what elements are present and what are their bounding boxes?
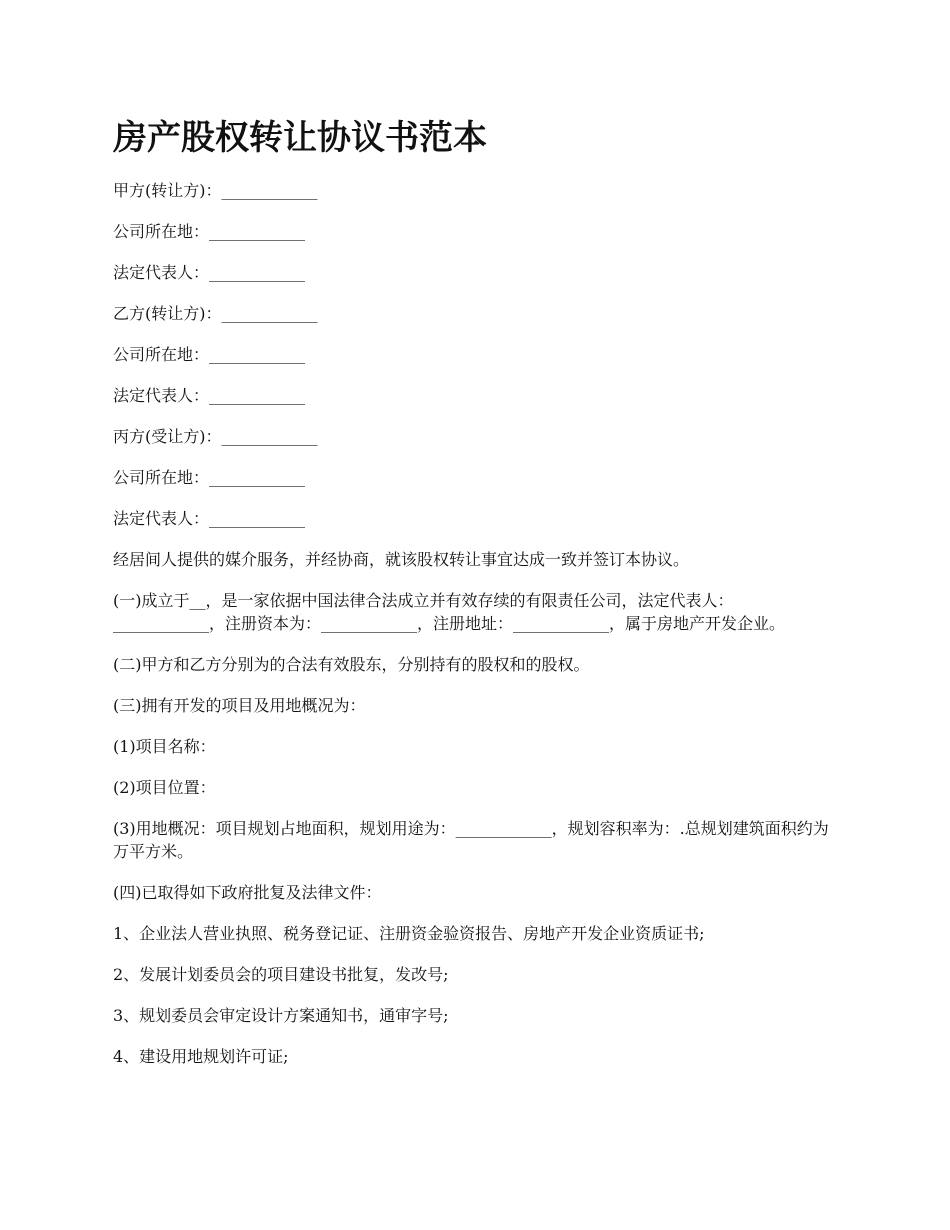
- document-list-item-4: 4、建设用地规划许可证;: [113, 1047, 289, 1066]
- document-list-item-2: 2、发展计划委员会的项目建设书批复，发改号;: [113, 965, 449, 984]
- project-name-line: (1)项目名称：: [113, 737, 216, 756]
- land-overview-paragraph: (3)用地概况：项目规划占地面积，规划用途为：____________，规划容积率为：.总规划建筑面积约为万平方米。: [113, 819, 829, 861]
- party-c-representative-field: 法定代表人：____________: [113, 509, 306, 528]
- party-b-address-field: 公司所在地：____________: [113, 345, 306, 364]
- clause-2-paragraph: (二)甲方和乙方分别为的合法有效股东，分别持有的股权和的股权。: [113, 655, 590, 674]
- intro-paragraph: 经居间人提供的媒介服务，并经协商，就该股权转让事宜达成一致并签订本协议。: [113, 550, 690, 569]
- party-a-field: 甲方(转让方)：____________: [113, 181, 318, 200]
- clause-4-paragraph: (四)已取得如下政府批复及法律文件：: [113, 883, 382, 902]
- party-b-representative-field: 法定代表人：____________: [113, 386, 306, 405]
- document-list-item-1: 1、企业法人营业执照、税务登记证、注册资金验资报告、房地产开发企业资质证书;: [113, 924, 705, 943]
- party-b-field: 乙方(转让方)：____________: [113, 304, 318, 323]
- party-a-address-field: 公司所在地：____________: [113, 222, 306, 241]
- document-title: 房产股权转让协议书范本: [113, 118, 487, 158]
- party-c-address-field: 公司所在地：____________: [113, 468, 306, 487]
- party-a-representative-field: 法定代表人：____________: [113, 263, 306, 282]
- document-list-item-3: 3、规划委员会审定设计方案通知书，通审字号;: [113, 1006, 449, 1025]
- document-body: [113, 179, 843, 1086]
- project-location-line: (2)项目位置：: [113, 778, 216, 797]
- clause-1-paragraph: (一)成立于__，是一家依据中国法律合法成立并有效存续的有限责任公司，法定代表人：____________，注册资本为：____________，注册地址：____________，属于房地产开发企业。: [113, 591, 786, 633]
- party-c-field: 丙方(受让方)：____________: [113, 427, 318, 446]
- clause-3-paragraph: (三)拥有开发的项目及用地概况为：: [113, 696, 366, 715]
